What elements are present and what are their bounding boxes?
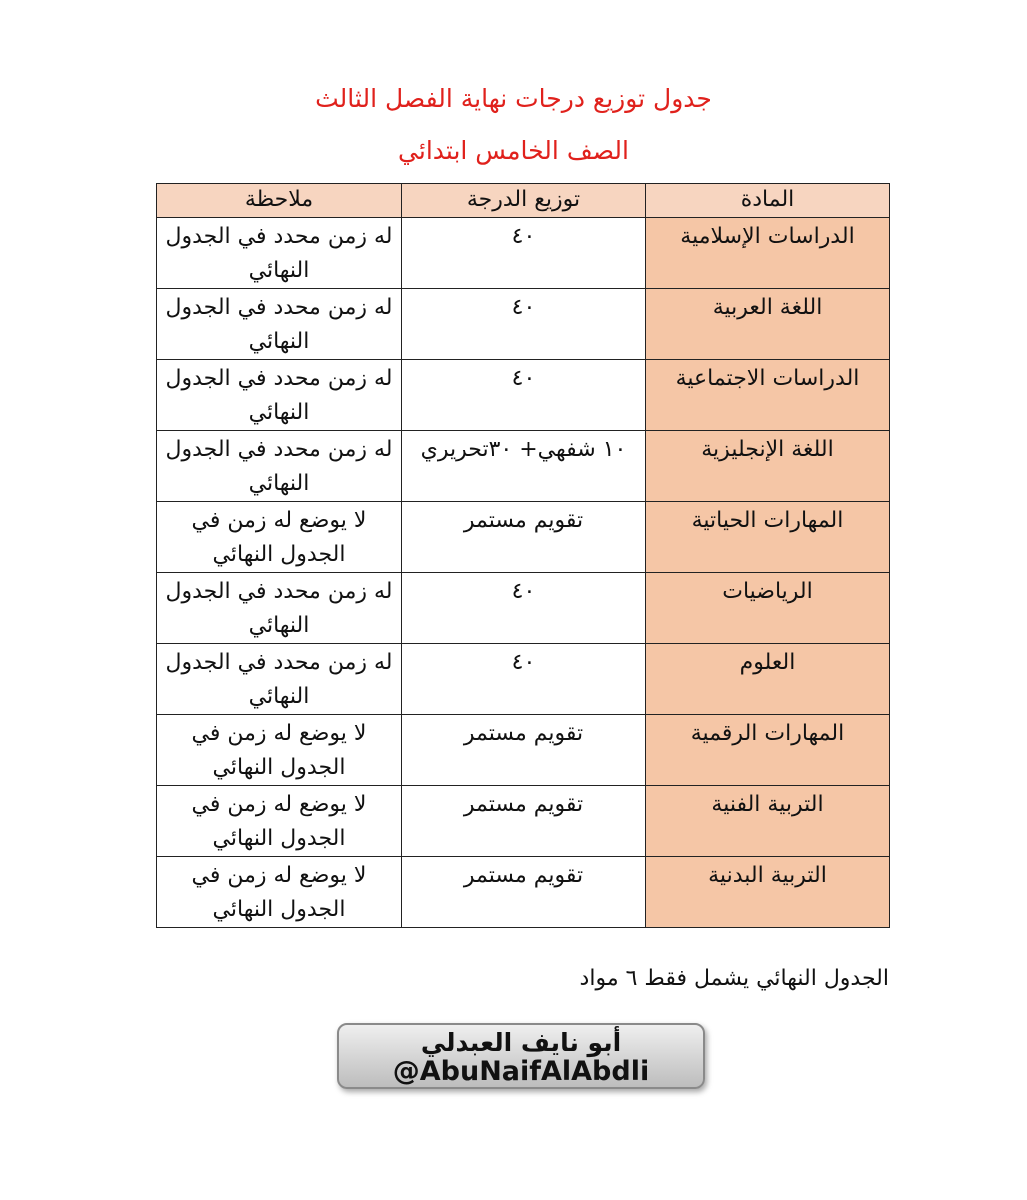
note-cell: له زمن محدد في الجدول النهائي xyxy=(157,573,402,644)
author-name: أبو نايف العبدلي xyxy=(420,1028,622,1057)
note-cell: لا يوضع له زمن في الجدول النهائي xyxy=(157,502,402,573)
note-cell: لا يوضع له زمن في الجدول النهائي xyxy=(157,715,402,786)
table-row xyxy=(157,289,890,360)
distribution-cell: ١٠ شفهي+ ٣٠تحريري xyxy=(402,431,646,502)
subject-cell: اللغة الإنجليزية xyxy=(646,431,890,502)
subject-cell: التربية الفنية xyxy=(646,786,890,857)
table-row xyxy=(157,431,890,502)
distribution-cell: ٤٠ xyxy=(402,644,646,715)
subject-cell: العلوم xyxy=(646,644,890,715)
distribution-cell: تقويم مستمر xyxy=(402,857,646,928)
distribution-cell: تقويم مستمر xyxy=(402,502,646,573)
subject-cell: الرياضيات xyxy=(646,573,890,644)
table-row xyxy=(157,218,890,289)
table-row xyxy=(157,644,890,715)
grades-table xyxy=(156,183,890,928)
distribution-cell: ٤٠ xyxy=(402,289,646,360)
table-header-row xyxy=(157,184,890,218)
header-note: ملاحظة xyxy=(157,184,402,218)
subject-cell: اللغة العربية xyxy=(646,289,890,360)
note-cell: له زمن محدد في الجدول النهائي xyxy=(157,360,402,431)
subject-cell: التربية البدنية xyxy=(646,857,890,928)
table-row xyxy=(157,360,890,431)
subject-cell: المهارات الرقمية xyxy=(646,715,890,786)
table-row xyxy=(157,857,890,928)
distribution-cell: تقويم مستمر xyxy=(402,786,646,857)
table-row xyxy=(157,786,890,857)
distribution-cell: ٤٠ xyxy=(402,218,646,289)
author-handle: @AbuNaifAlAbdli xyxy=(392,1056,650,1087)
note-cell: له زمن محدد في الجدول النهائي xyxy=(157,289,402,360)
note-cell: له زمن محدد في الجدول النهائي xyxy=(157,218,402,289)
note-cell: له زمن محدد في الجدول النهائي xyxy=(157,644,402,715)
table-row xyxy=(157,573,890,644)
footnote: الجدول النهائي يشمل فقط ٦ مواد xyxy=(579,966,889,991)
page-title: جدول توزيع درجات نهاية الفصل الثالث xyxy=(315,84,712,113)
note-cell: لا يوضع له زمن في الجدول النهائي xyxy=(157,786,402,857)
distribution-cell: تقويم مستمر xyxy=(402,715,646,786)
page-subtitle: الصف الخامس ابتدائي xyxy=(398,136,629,165)
table-row xyxy=(157,502,890,573)
header-subject: المادة xyxy=(646,184,890,218)
distribution-cell: ٤٠ xyxy=(402,573,646,644)
header-distribution: توزيع الدرجة xyxy=(402,184,646,218)
note-cell: لا يوضع له زمن في الجدول النهائي xyxy=(157,857,402,928)
subject-cell: المهارات الحياتية xyxy=(646,502,890,573)
subject-cell: الدراسات الإسلامية xyxy=(646,218,890,289)
note-cell: له زمن محدد في الجدول النهائي xyxy=(157,431,402,502)
table-row xyxy=(157,715,890,786)
distribution-cell: ٤٠ xyxy=(402,360,646,431)
author-badge xyxy=(337,1023,705,1089)
subject-cell: الدراسات الاجتماعية xyxy=(646,360,890,431)
